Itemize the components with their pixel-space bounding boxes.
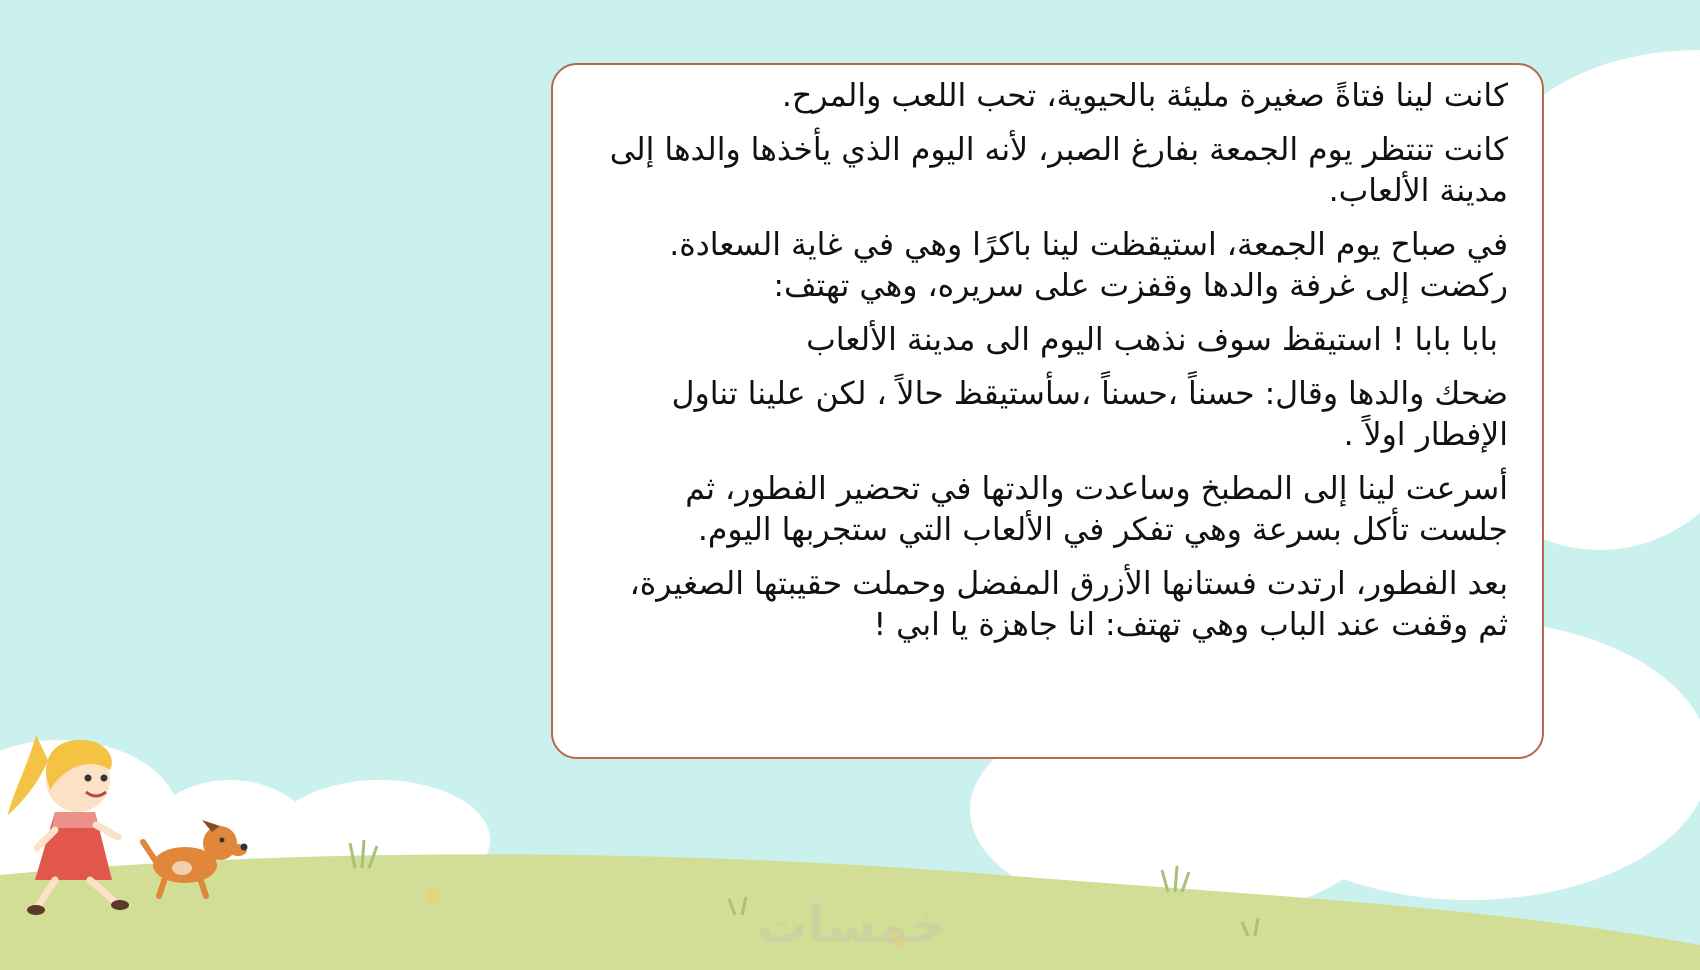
watermark-logo: خمسات (757, 896, 947, 954)
story-paragraph-3: في صباح يوم الجمعة، استيقظت لينا باكرًا وهي في غاية السعادة. ركضت إلى غرفة والدها وقفزت على سريره، وهي تهتف: (669, 227, 1508, 304)
story-paragraph-2: كانت تنتظر يوم الجمعة بفارغ الصبر، لأنه اليوم الذي يأخذها والدها إلى مدينة الألعاب. (609, 132, 1508, 209)
story-paragraph-7: بعد الفطور، ارتدت فستانها الأزرق المفضل وحملت حقيبتها الصغيرة، ثم وقفت عند الباب وهي تهتف: انا جاهزة يا ابي ! (629, 566, 1508, 643)
story-text-box (551, 63, 1544, 759)
story-paragraph-5: ضحك والدها وقال: حسناً ،حسناً ،سأستيقظ حالاً ، لكن علينا تناول الإفطار اولاً . (671, 376, 1508, 453)
story-paragraph-4: بابا بابا ! استيقظ سوف نذهب اليوم الى مدينة الألعاب (806, 322, 1498, 358)
story-paragraph-1: كانت لينا فتاةً صغيرة مليئة بالحيوية، تحب اللعب والمرح. (781, 78, 1508, 114)
story-paragraph-6: أسرعت لينا إلى المطبخ وساعدت والدتها في تحضير الفطور، ثم جلست تأكل بسرعة وهي تفكر في الألعاب التي ستجربها اليوم. (685, 471, 1508, 548)
